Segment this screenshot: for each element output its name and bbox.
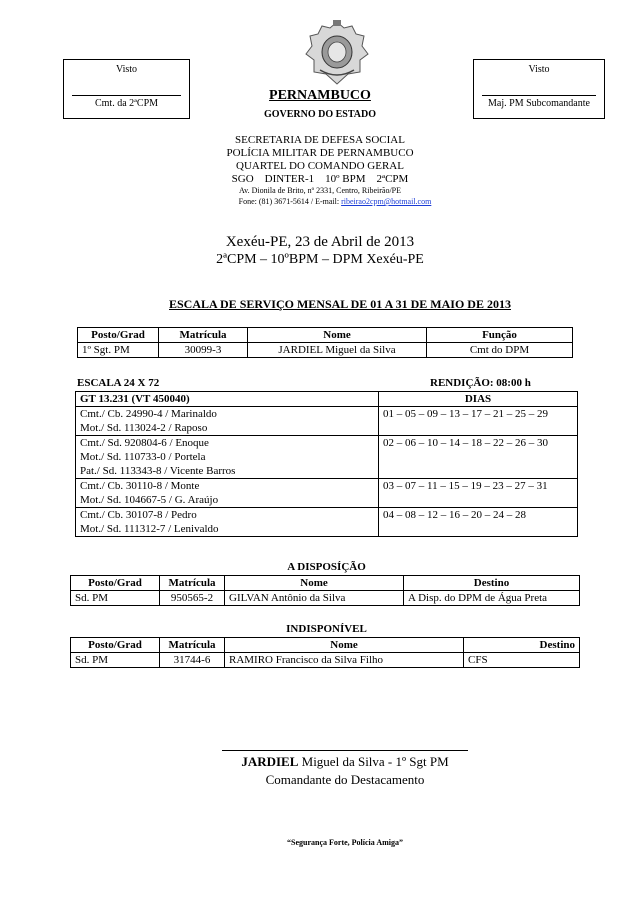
- coat-of-arms-emblem: [300, 18, 374, 88]
- table-row: [71, 591, 580, 606]
- col-posto: Posto/Grad: [78, 328, 159, 343]
- signature-name-bold: JARDIEL: [241, 754, 299, 769]
- col-posto: Posto/Grad: [71, 576, 160, 591]
- cell-destino: CFS: [464, 653, 580, 668]
- cell-matricula: 31744-6: [160, 653, 225, 668]
- header-government: GOVERNO DO ESTADO: [263, 109, 377, 120]
- table-row: [76, 479, 578, 508]
- cell-posto: 1º Sgt. PM: [78, 343, 159, 358]
- col-nome: Nome: [225, 638, 464, 653]
- cell-dias: 02 – 06 – 10 – 14 – 18 – 22 – 26 – 30: [379, 436, 578, 479]
- header-quarters: QUARTEL DO COMANDO GERAL: [236, 160, 404, 172]
- cell-destino: A Disp. do DPM de Água Preta: [404, 591, 580, 606]
- header-police: POLÍCIA MILITAR DE PERNAMBUCO: [226, 147, 414, 159]
- team-member: Cmt./ Cb. 30107-8 / Pedro: [80, 509, 197, 521]
- table-header-row: [78, 328, 573, 343]
- col-funcao: Função: [427, 328, 573, 343]
- escala-type: ESCALA 24 X 72: [77, 377, 160, 389]
- signature-line: [72, 95, 181, 96]
- col-matricula: Matrícula: [159, 328, 248, 343]
- cell-dias: 04 – 08 – 12 – 16 – 20 – 24 – 28: [379, 508, 578, 537]
- cell-funcao: Cmt do DPM: [427, 343, 573, 358]
- col-nome: Nome: [225, 576, 404, 591]
- col-destino: Destino: [464, 638, 580, 653]
- visto-label: Visto: [115, 64, 138, 75]
- header-phone: Fone: (81) 3671-5614 / E-mail:: [238, 197, 342, 206]
- cell-nome: JARDIEL Miguel da Silva: [248, 343, 427, 358]
- col-posto: Posto/Grad: [71, 638, 160, 653]
- col-matricula: Matrícula: [160, 638, 225, 653]
- visto-signer: Maj. PM Subcomandante: [488, 98, 590, 109]
- rendicao-time: RENDIÇÃO: 08:00 h: [430, 377, 531, 389]
- table-row: [76, 436, 578, 479]
- indisponivel-table: [70, 637, 580, 668]
- team-member: Cmt./ Cb. 24990-4 / Marinaldo: [80, 408, 217, 420]
- escala-table: [75, 391, 578, 537]
- disposicao-table: [70, 575, 580, 606]
- col-dias: DIAS: [379, 392, 578, 407]
- disposicao-title: A DISPOSÍÇÃO: [287, 561, 366, 573]
- signature-role: Comandante do Destacamento: [265, 772, 425, 787]
- cell-dias: 01 – 05 – 09 – 13 – 17 – 21 – 25 – 29: [379, 407, 578, 436]
- commander-table: [77, 327, 573, 358]
- team-member: Mot./ Sd. 110733-0 / Portela: [80, 451, 206, 463]
- team-member: Cmt./ Sd. 920804-6 / Enoque: [80, 437, 209, 449]
- table-row: [76, 508, 578, 537]
- table-row: [78, 343, 573, 358]
- visto-box-right: [473, 59, 605, 119]
- table-header-row: [71, 576, 580, 591]
- cell-team: [76, 436, 379, 479]
- indisponivel-title: INDISPONÍVEL: [286, 623, 367, 635]
- col-nome: Nome: [248, 328, 427, 343]
- document-title: ESCALA DE SERVIÇO MENSAL DE 01 A 31 DE MAIO DE 2013: [169, 297, 511, 311]
- signature-name-rest: Miguel da Silva - 1º Sgt PM: [298, 754, 449, 769]
- header-units: SGO DINTER-1 10º BPM 2ªCPM: [231, 173, 409, 185]
- cell-matricula: 950565-2: [160, 591, 225, 606]
- table-header-row: [71, 638, 580, 653]
- unit-line: 2ªCPM – 10ºBPM – DPM Xexéu-PE: [216, 252, 424, 267]
- header-address: Av. Dionila de Brito, nº 2331, Centro, Ribeirão/PE: [238, 186, 401, 195]
- table-row: [76, 407, 578, 436]
- col-gt: GT 13.231 (VT 450040): [76, 392, 379, 407]
- signature-name: [180, 754, 510, 770]
- cell-dias: 03 – 07 – 11 – 15 – 19 – 23 – 27 – 31: [379, 479, 578, 508]
- team-member: Mot./ Sd. 111312-7 / Lenivaldo: [80, 523, 219, 535]
- header-state: PERNAMBUCO: [269, 88, 371, 103]
- team-member: Mot./ Sd. 113024-2 / Raposo: [80, 422, 208, 434]
- col-destino: Destino: [404, 576, 580, 591]
- email-link[interactable]: ribeirao2cpm@hotmail.com: [341, 197, 432, 206]
- signature-line: [482, 95, 596, 96]
- visto-label: Visto: [528, 64, 550, 75]
- header-contact: [200, 197, 470, 206]
- cell-posto: Sd. PM: [71, 653, 160, 668]
- table-row: [71, 653, 580, 668]
- team-member: Cmt./ Cb. 30110-8 / Monte: [80, 480, 200, 492]
- visto-signer: Cmt. da 2ªCPM: [94, 98, 159, 109]
- visto-box-left: [63, 59, 190, 119]
- cell-posto: Sd. PM: [71, 591, 160, 606]
- cell-team: [76, 479, 379, 508]
- cell-matricula: 30099-3: [159, 343, 248, 358]
- table-header-row: [76, 392, 578, 407]
- team-member: Pat./ Sd. 113343-8 / Vicente Barros: [80, 465, 236, 477]
- cell-nome: GILVAN Antônio da Silva: [225, 591, 404, 606]
- motto: “Segurança Forte, Polícia Amiga”: [287, 838, 403, 847]
- cell-nome: RAMIRO Francisco da Silva Filho: [225, 653, 464, 668]
- signature-line: [222, 750, 468, 751]
- cell-team: [76, 508, 379, 537]
- team-member: Mot./ Sd. 104667-5 / G. Araújo: [80, 494, 219, 506]
- col-matricula: Matrícula: [160, 576, 225, 591]
- header-secretariat: SECRETARIA DE DEFESA SOCIAL: [235, 134, 405, 146]
- cell-team: [76, 407, 379, 436]
- place-date: Xexéu-PE, 23 de Abril de 2013: [225, 234, 415, 250]
